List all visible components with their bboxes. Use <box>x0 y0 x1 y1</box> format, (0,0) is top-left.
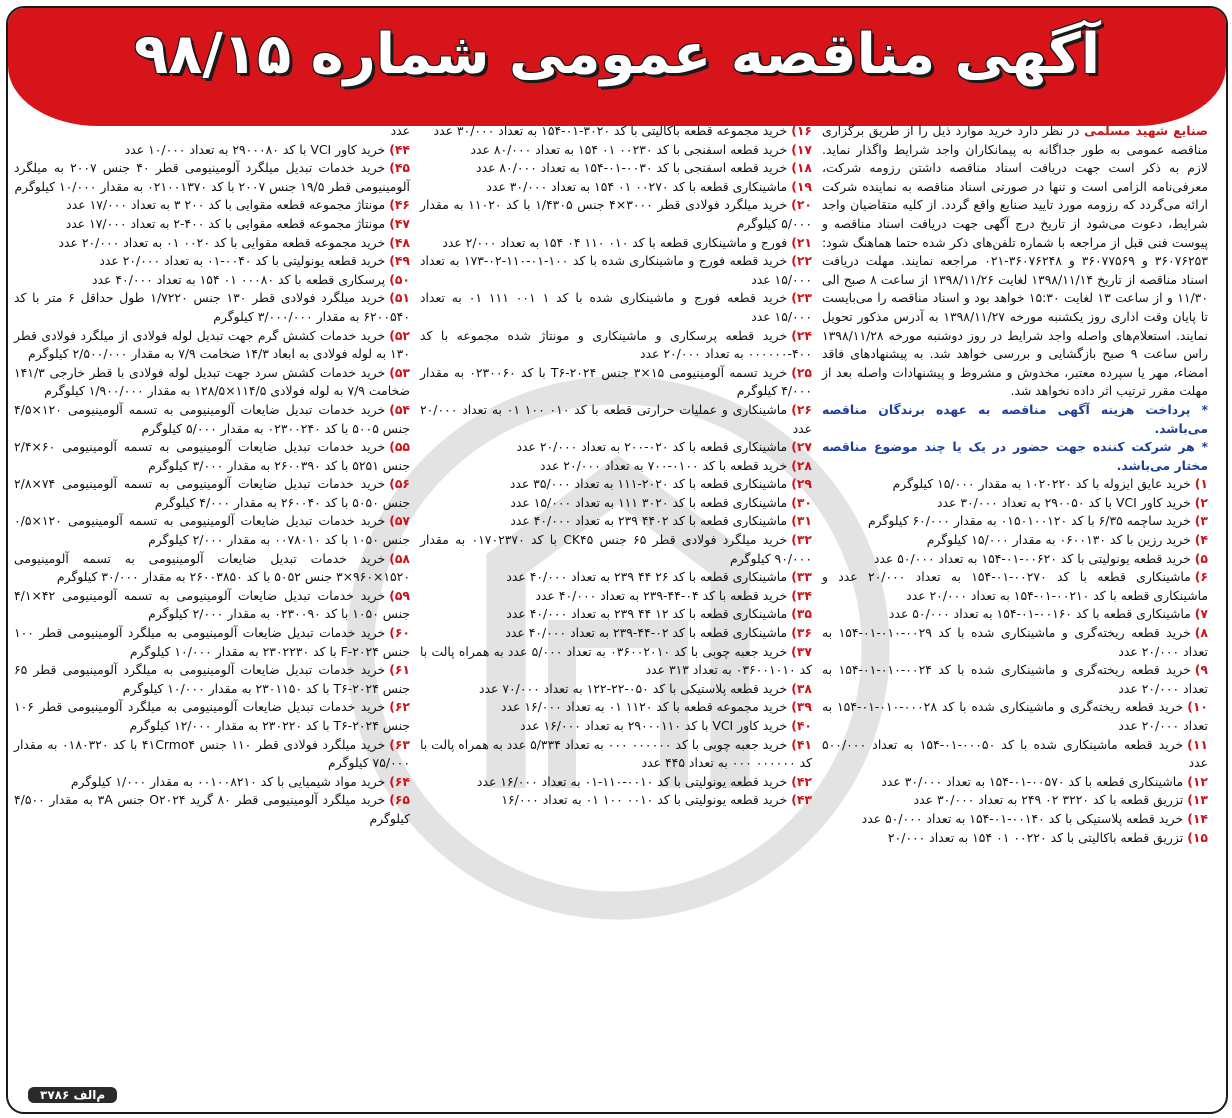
tender-item <box>822 624 1208 661</box>
tender-item <box>14 773 410 792</box>
item-number: ۶۰) <box>389 625 410 641</box>
item-text: خرید میلگرد فولادی قطر ۳۰۰۰×۴ جنس ۱/۴۳۰۵ با کد ۱۱۰۲۰ به مقدار ۵/۰۰۰ کیلوگرم <box>420 197 812 231</box>
item-number: ۱۴) <box>1187 810 1208 826</box>
item-text: خرید خدمات تبدیل ضایعات آلومینیومی به تسمه آلومینیومی ۷۴×۲/۸ جنس ۵۰۵۰ با کد ۲۶۰۰۴۰ به مقدار ۴/۰۰۰ کیلوگرم <box>14 476 410 510</box>
item-text: ماشینکاری قطعه با کد ۴۴۰۲ ۲۳۹ به تعداد ۴۰/۰۰۰ عدد <box>510 513 788 529</box>
item-text: خرید خدمات کشش سرد جهت تبدیل لوله فولادی با قطر خارجی ۱۴۱/۳ ضخامت ۷/۹ به لوله فولادی ۱۱۴/۵×۱۲۸/۵ به مقدار ۱/۹۰۰/۰۰۰ کیلوگرم <box>14 364 410 399</box>
item-text: خرید قطعه پلاستیکی با کد ۰۰۱۴۰-۰۱-۱۵۴ به تعداد ۵۰/۰۰۰ عدد <box>861 810 1184 826</box>
tender-item <box>420 475 812 494</box>
tender-item <box>14 624 410 661</box>
tender-item <box>14 512 410 549</box>
item-number: ۴۹) <box>389 253 410 269</box>
tender-item <box>822 661 1208 698</box>
item-text: خرید مجموعه قطعه مقوایی با کد ۰۰۲۰ ۰۱ به تعداد ۲۰/۰۰۰ عدد <box>58 234 386 250</box>
item-number: ۲۴) <box>791 327 812 343</box>
item-text: فورج و ماشینکاری قطعه با کد ۰۱۰ ۱۱۰ ۰۴ ۱۵۴ به تعداد ۲/۰۰۰ عدد <box>442 234 788 250</box>
tender-item <box>822 698 1208 735</box>
item-number: ۶۴) <box>389 773 410 789</box>
item-text: خرید عایق ایزوله با کد ۱۰۲۰۲۲۰ به مقدار ۱۵/۰۰۰ کیلوگرم <box>892 476 1191 492</box>
tender-item <box>14 122 410 141</box>
tender-item <box>14 587 410 624</box>
item-number: ۳۱) <box>791 513 812 529</box>
item-number: ۳۷) <box>791 643 812 659</box>
tender-item <box>14 736 410 773</box>
tender-item <box>420 717 812 736</box>
item-text: خرید مجموعه قطعه باکالیتی با کد ۳۰۲۰-۰۱-۱۵۴ به تعداد ۳۰/۰۰۰ عدد <box>433 123 788 138</box>
tender-item <box>14 475 410 512</box>
item-text: خرید تسمه آلومینیومی ۱۵×۳ جنس T۶-۲۰۲۴ با کد ۰۲۳۰۰۶۰ به مقدار ۴/۰۰۰ کیلوگرم <box>420 364 812 399</box>
item-text: خرید خدمات کشش گرم جهت تبدیل لوله فولادی از میلگرد فولادی قطر ۱۳۰ به لوله فولادی به ابعاد ۱۴/۳ ضخامت ۷/۹ به مقدار ۲/۵۰۰/۰۰۰ کیلوگرم <box>14 327 410 362</box>
tender-item <box>420 494 812 513</box>
column-1 <box>822 122 1208 847</box>
item-number: ۴۴) <box>389 141 410 157</box>
item-text: خرید خدمات تبدیل ضایعات آلومینیومی به تسمه آلومینیومی ۱۲۰×۴/۵ جنس ۵۰۰۵ با کد ۰۲۳۰۰۲۴۰ به مقدار ۵/۰۰۰ کیلوگرم <box>14 401 410 436</box>
item-number: ۶۳) <box>389 736 410 752</box>
item-number: ۱۶) <box>791 123 812 138</box>
item-text: خرید خدمات تبدیل ضایعات آلومینیومی به تسمه آلومینیومی ۶۰×۲/۴ جنس ۵۲۵۱ با کد ۲۶۰۰۳۹۰ به مقدار ۳/۰۰۰ کیلوگرم <box>14 439 410 473</box>
item-text: ماشینکاری قطعه با کد ۰۲۰-۲۰۰ به تعداد ۲۰/۰۰۰ عدد <box>516 439 788 455</box>
tender-item <box>14 438 410 475</box>
tender-item <box>420 568 812 587</box>
item-text: خرید قطعه یونولیتی با کد ۰۰۱۰ ۱۰۰ ۰۱ به تعداد ۱۶/۰۰۰ <box>501 792 788 808</box>
item-text: عدد <box>390 123 410 138</box>
tender-item <box>14 661 410 698</box>
tender-item <box>420 512 812 531</box>
tender-item <box>822 773 1208 792</box>
items-list-3 <box>14 122 410 829</box>
item-number: ۵۳) <box>389 364 410 380</box>
tender-item <box>822 829 1208 848</box>
item-number: ۶) <box>1194 569 1208 585</box>
tender-item <box>420 401 812 438</box>
item-number: ۲۳) <box>791 290 812 306</box>
item-number: ۲۰) <box>791 197 812 213</box>
item-text: تزریق قطعه باکالیتی با کد ۰۰۲۲۰ ۰۱ ۱۵۴ به تعداد ۲۰/۰۰۰ <box>887 829 1184 845</box>
item-text: خرید خدمات تبدیل ضایعات آلومینیومی به میلگرد آلومینیومی قطر ۱۰۶ جنس T۶-۲۰۲۴ با کد ۲۳۰۲۲۰ به مقدار ۱۲/۰۰۰ کیلوگرم <box>14 699 410 733</box>
item-number: ۴۲) <box>791 773 812 789</box>
item-text: ماشینکاری قطعه با کد ۲۶ ۴۴ ۲۳۹ به تعداد ۴۰/۰۰۰ عدد <box>506 569 788 585</box>
item-text: خرید کاور VCI با کد ۲۹۰۰۰۱۱۰ به تعداد ۱۶/۰۰۰ عدد <box>520 718 788 733</box>
tender-item <box>14 791 410 828</box>
tender-item <box>822 531 1208 550</box>
tender-item <box>420 327 812 364</box>
item-number: ۳۳) <box>791 569 812 585</box>
item-number: ۲۹) <box>791 476 812 492</box>
item-number: ۲۸) <box>791 457 812 473</box>
item-text: خرید جعبه چوبی با کد ۰۰۰۰۰۰ ۰۰۰ به تعداد ۵/۳۳۴ عدد به همراه پالت با کد ۰۰۰۰۰۰ ۰۰۰ به تعداد ۴۴۵ عدد <box>420 736 812 771</box>
item-number: ۴۰) <box>791 718 812 733</box>
tender-item <box>14 252 410 271</box>
item-text: خرید کاور VCI با کد ۲۹۰۰۰۸۰ به تعداد ۱۰/۰۰۰ عدد <box>124 141 386 157</box>
item-text: ماشینکاری قطعه با کد ۲۰۲۰-۱۱۱ به تعداد ۳۵/۰۰۰ عدد <box>509 476 788 492</box>
tender-item <box>420 587 812 606</box>
item-number: ۵۷) <box>389 513 410 529</box>
tender-item <box>420 680 812 699</box>
item-text: خرید میلگرد فولادی قطر ۱۱۰ جنس ۴۱Crmo۴ با کد ۰۱۸۰۳۲۰ به مقدار ۷۵/۰۰۰ کیلوگرم <box>14 736 410 771</box>
item-text: خرید خدمات تبدیل ضایعات آلومینیومی به تسمه آلومینیومی ۱۲۰×۰/۵ جنس ۱۰۵۰ با کد ۰۰۷۸۰۱۰ به مقدار ۲/۰۰۰ کیلوگرم <box>14 513 410 548</box>
tender-item <box>420 159 812 178</box>
item-number: ۱۵) <box>1187 829 1208 845</box>
item-number: ۲۲) <box>791 253 813 269</box>
item-number: ۲۷) <box>791 439 812 455</box>
column-2 <box>420 122 812 810</box>
item-number: ۲۱) <box>791 234 812 250</box>
tender-item <box>14 215 410 234</box>
tender-item <box>822 494 1208 513</box>
item-text: ماشینکاری قطعه با کد ۰۰۲۷۰-۰۱-۱۵۴ به تعداد ۲۰/۰۰۰ عدد و ماشینکاری قطعه با کد ۰۰۲۱۰-۰۱-۱۵۴ به تعداد ۲۰/۰۰۰ عدد <box>822 569 1208 603</box>
item-number: ۵۴) <box>389 401 410 417</box>
item-text: خرید قطعه اسفنجی با کد ۰۰۳۰-۰۱-۱۵۴ به تعداد ۸۰/۰۰۰ عدد <box>476 160 788 176</box>
item-number: ۶۵) <box>389 792 410 808</box>
item-number: ۵۹) <box>389 587 410 603</box>
item-number: ۵۸) <box>389 550 410 566</box>
tender-item <box>420 141 812 160</box>
tender-item <box>420 178 812 197</box>
item-text: خرید خدمات تبدیل ضایعات آلومینیومی به میلگرد آلومینیومی قطر ۱۰۰ جنس F-۲۰۲۴ با کد ۲۳۰۲۲۳۰ به مقدار ۱۰/۰۰۰ کیلوگرم <box>14 625 410 659</box>
item-text: مونتاژ مجموعه قطعه مقوایی با کد ۲۰۰ ۳ به تعداد ۱۷/۰۰۰ عدد <box>66 197 386 213</box>
items-list-2 <box>420 122 812 810</box>
item-text: خرید جعبه چوبی با کد ۰۳۶۰۰۲۰۱۰ به تعداد ۵/۰۰۰ عدد به همراه پالت با کد ۰۳۶۰۰۱۰۱۰ به تعداد ۳۱۳ عدد <box>420 643 812 678</box>
note-1: * پرداخت هزینه آگهی مناقصه به عهده برندگان مناقصه می‌باشد. <box>822 401 1208 436</box>
tender-item <box>420 196 812 233</box>
tender-item <box>822 550 1208 569</box>
item-number: ۲) <box>1194 494 1208 510</box>
item-number: ۵۶) <box>389 476 410 492</box>
item-number: ۱۷) <box>791 141 812 157</box>
item-text: خرید قطعه ریخته‌گری و ماشینکاری شده با کد ۰۰۲۹-۰۱۰-۰۱-۱۵۴ به تعداد ۲۰/۰۰۰ عدد <box>822 625 1208 659</box>
item-text: خرید قطعه با کد ۰۱۰۰-۷۰۰ به تعداد ۲۰/۰۰۰ عدد <box>539 457 788 473</box>
item-text: خرید مجموعه قطعه با کد ۱۱۲۰ ۰۱ به تعداد ۱۶/۰۰۰ عدد <box>500 699 788 715</box>
tender-item <box>420 605 812 624</box>
item-number: ۵۱) <box>389 290 410 306</box>
item-number: ۳) <box>1194 513 1208 529</box>
item-number: ۷) <box>1194 606 1208 622</box>
item-number: ۳۸) <box>791 680 812 696</box>
item-text: خرید قطعه یونولیتی با کد ۰۰۴۰-۰۱ به تعداد ۲۰/۰۰۰ عدد <box>99 253 386 269</box>
item-number: ۲۵) <box>791 364 812 380</box>
company-name: صنایع شهید مسلمی <box>1084 123 1208 138</box>
item-number: ۹) <box>1194 662 1208 678</box>
tender-item <box>420 252 812 289</box>
item-text: پرسکاری قطعه با کد ۰۰۰۸۰ ۰۱ ۱۵۴ به تعداد ۴۰/۰۰۰ عدد <box>92 271 386 287</box>
item-text: خرید میلگرد فولادی قطر ۱۳۰ جنس ۱/۷۲۲۰ طول حداقل ۶ متر با کد ۶۲۰۰۵۴۰ به مقدار ۳/۰۰۰/۰۰۰ کیلوگرم <box>14 290 410 324</box>
tender-item <box>822 568 1208 605</box>
item-number: ۱۳) <box>1187 792 1208 808</box>
item-number: ۶۱) <box>389 662 410 678</box>
item-number: ۵۰) <box>389 271 410 287</box>
item-text: ماشینکاری قطعه با کد ۰۰۱۶۰-۰۱-۱۵۴ به تعداد ۵۰/۰۰۰ عدد <box>888 606 1191 622</box>
item-text: خرید میلگرد فولادی قطر ۶۵ جنس CK۴۵ با کد ۰۱۷۰۲۳۷۰ به مقدار ۹۰/۰۰۰ کیلوگرم <box>420 532 812 566</box>
item-number: ۵) <box>1194 550 1208 566</box>
tender-item <box>14 698 410 735</box>
item-text: خرید قطعه یونولیتی با کد ۰۰۶۲۰-۰۱-۱۵۴ به تعداد ۵۰/۰۰۰ عدد <box>873 550 1191 566</box>
intro-paragraph <box>822 122 1208 401</box>
item-number: ۴۸) <box>389 234 410 250</box>
item-text: ماشینکاری قطعه با کد ۰۰۲۷۰ ۰۱ ۱۵۴ به تعداد ۳۰/۰۰۰ عدد <box>486 178 788 194</box>
tender-item <box>420 438 812 457</box>
tender-item <box>14 234 410 253</box>
tender-item <box>420 364 812 401</box>
item-text: خرید قطعه ریخته‌گری و ماشینکاری شده با کد ۰۰۰۲۸-۰۱۰-۰۱-۱۵۴ به تعداد ۲۰/۰۰۰ عدد <box>822 699 1208 733</box>
tender-item <box>14 196 410 215</box>
item-text: خرید قطعه اسفنجی با کد ۰۰۲۳۰ ۰۱ ۱۵۴ به تعداد ۸۰/۰۰۰ عدد <box>470 141 788 157</box>
tender-item <box>822 810 1208 829</box>
tender-item <box>420 736 812 773</box>
tender-item <box>14 364 410 401</box>
tender-item <box>14 141 410 160</box>
item-text: خرید قطعه پرسکاری و ماشینکاری و مونتاژ شده مجموعه با کد ۴۰۰-۰۰۰۰۰۰ به تعداد ۲۰/۰۰۰ عدد <box>420 327 812 362</box>
item-number: ۳۰) <box>791 494 812 510</box>
tender-item <box>822 605 1208 624</box>
tender-item <box>14 327 410 364</box>
item-text: تزریق قطعه با کد ۳۲۲۰ ۰۲ ۲۴۹ به تعداد ۳۰/۰۰۰ عدد <box>913 792 1184 808</box>
item-text: خرید خدمات تبدیل ضایعات آلومینیومی به میلگرد آلومینیومی قطر ۶۵ جنس T۶-۲۰۲۴ با کد ۲۳۰۱۱۵۰ به مقدار ۱۰/۰۰۰ کیلوگرم <box>14 662 410 696</box>
item-number: ۱۲) <box>1187 773 1208 789</box>
item-text: خرید کاور VCI با کد ۲۹۰۰۵۰ به تعداد ۳۰/۰۰۰ عدد <box>936 494 1191 510</box>
note-2: * هر شرکت کننده جهت حضور در یک یا چند موضوع مناقصه مختار می‌باشد. <box>822 439 1208 473</box>
item-number: ۶۲) <box>389 699 410 715</box>
tender-item <box>420 122 812 141</box>
tender-item <box>420 773 812 792</box>
item-number: ۴۶) <box>389 197 410 213</box>
item-text: خرید قطعه با کد ۰۴-۴۴-۲۳۹ به تعداد ۴۰/۰۰۰ عدد <box>535 587 788 603</box>
item-number: ۳۲) <box>791 532 812 548</box>
item-text: خرید قطعه ماشینکاری شده با کد ۰۰۰۵۰-۰۱-۱۵۴ به تعداد ۵۰۰/۰۰۰ عدد <box>822 736 1208 771</box>
item-number: ۴۷) <box>389 215 410 231</box>
item-text: خرید قطعه یونولیتی با کد ۰۰۱۰-۱۱۰-۰۱ به تعداد ۱۶/۰۰۰ عدد <box>476 773 788 789</box>
item-text: خرید خدمات تبدیل ضایعات آلومینیومی به تسمه آلومینیومی ۱۵۲۰×۹۶۰×۳ جنس ۵۰۵۲ با کد ۲۶۰۰۳۸۵۰ به مقدار ۳۰/۰۰۰ کیلوگرم <box>14 550 410 585</box>
item-number: ۳۵) <box>791 606 812 622</box>
item-text: خرید قطعه فورج و ماشینکاری شده با کد ۱۰۰-۰۱-۱۱۰-۰۲-۱۷۳ به تعداد ۱۵/۰۰۰ عدد <box>420 253 812 287</box>
item-text: ماشینکاری قطعه با کد ۱۲ ۴۴ ۲۳۹ به تعداد ۴۰/۰۰۰ عدد <box>506 606 788 622</box>
item-text: خرید رزین با کد ۰۶۰۰۱۳۰ به مقدار ۱۵/۰۰۰ کیلوگرم <box>926 532 1191 548</box>
item-text: ماشینکاری قطعه با کد ۰۰۵۷۰-۰۱-۱۵۴ به تعداد ۳۰/۰۰۰ عدد <box>881 773 1184 789</box>
tender-item <box>14 289 410 326</box>
item-number: ۳۹) <box>791 699 812 715</box>
page-title: آگهی مناقصه عمومی شماره ۹۸/۱۵ <box>133 22 1101 87</box>
items-list-1 <box>822 475 1208 847</box>
tender-item <box>420 289 812 326</box>
item-number: ۴) <box>1194 532 1208 548</box>
tender-item <box>822 791 1208 810</box>
item-number: ۴۵) <box>389 160 410 176</box>
item-text: ماشینکاری و عملیات حرارتی قطعه با کد ۰۱۰ ۱۰۰ ۰۱ به تعداد ۲۰/۰۰۰ عدد <box>420 401 812 436</box>
footer-code-badge: م‌الف ۳۷۸۶ <box>28 1087 117 1103</box>
item-text: ماشینکاری قطعه با کد ۳۰۲۰ ۱۱۱ به تعداد ۱۵/۰۰۰ عدد <box>510 494 788 510</box>
tender-item <box>420 531 812 568</box>
item-text: خرید قطعه ریخته‌گری و ماشینکاری شده با کد ۰۰۲۴-۰۱۰-۰۱-۱۵۴ به تعداد ۲۰/۰۰۰ عدد <box>822 662 1208 696</box>
tender-item <box>14 550 410 587</box>
tender-item <box>822 512 1208 531</box>
item-number: ۸) <box>1194 625 1208 641</box>
intro-text: در نظر دارد خرید موارد ذیل را از طریق برگزاری مناقصه عمومی به طور جداگانه به پیمانکاران واجد شرایط واگذار نماید. لازم به ذکر است جهت دریافت اسناد مناقصه داشتن رزومه شرکت، معرفی‌نامه الزامی است و تنها در صورتی اسناد مناقصه به نماینده شرکت ارائه می‌گردد که رزومه مورد تایید صنایع واقع گردد. از کلیه متقاضیان واجد شرایط، دعوت می‌شود از تاریخ درج آگهی جهت دریافت اسناد مناقصه و پیوست فنی قبل از مراجعه با شماره تلفن‌های ذکر شده حتما هماهنگ شود: ۳۶۰۷۶۲۵۳ و ۳۶۰۷۷۵۶۹ و ۳۶۰۷۶۲۴۸-۰۲۱ مراجعه نمایند. مهلت دریافت اسناد مناقصه از تاریخ ۱۳۹۸/۱۱/۱۴ لغایت ۱۳۹۸/۱۱/۲۶ از ساعت ۸ صبح الی ۱۱/۳۰ و از ساعت ۱۳ لغایت ۱۵:۳۰ خواهد بود و اسناد مناقصه را می‌بایست تا پایان وقت اداری روز یکشنبه مورخه ۱۳۹۸/۱۱/۲۷ به آدرس مذکور تحویل نمایند. استعلام‌های واصله واجد شرایط در روز دوشنبه مورخه ۱۳۹۸/۱۱/۲۸ راس ساعت ۹ صبح بازگشایی و بررسی خواهد شد. به پیشنهادهای فاقد امضاء، مهر یا سپرده معتبر، مخدوش و مشروط و پیشنهادات واصله بعد از مهلت مقرر ترتیب اثر داده نخواهد شد. <box>822 123 1208 399</box>
item-number: ۱۰) <box>1187 699 1208 715</box>
item-number: ۳۶) <box>791 625 812 641</box>
item-text: خرید قطعه فورج و ماشینکاری شده با کد ۱ ۰۰۱ ۱۱۱ ۰۱ به تعداد ۱۵/۰۰۰ عدد <box>420 290 812 324</box>
tender-item <box>14 159 410 196</box>
tender-item <box>14 401 410 438</box>
item-text: خرید خدمات تبدیل ضایعات آلومینیومی به تسمه آلومینیومی ۴۲×۴/۱ جنس ۱۰۵۰ با کد ۰۲۳۰۰۹۰ به مقدار ۲/۰۰۰ کیلوگرم <box>14 587 410 622</box>
item-text: خرید خدمات تبدیل میلگرد آلومینیومی قطر ۴۰ جنس ۲۰۰۷ به میلگرد آلومینیومی قطر ۱۹/۵ جنس ۲۰۰۷ با کد ۰۲۱۰۰۱۳۷۰ به مقدار ۱۰/۰۰۰ کیلوگرم <box>14 160 410 194</box>
tender-item <box>420 791 812 810</box>
item-number: ۵۵) <box>389 439 410 455</box>
item-number: ۴۱) <box>791 736 812 752</box>
item-number: ۳۴) <box>791 587 812 603</box>
tender-item <box>420 234 812 253</box>
item-text: مونتاژ مجموعه قطعه مقوایی با کد ۴۰۰-۲ به تعداد ۱۷/۰۰۰ عدد <box>65 215 386 231</box>
tender-item <box>822 736 1208 773</box>
item-number: ۵۲) <box>389 327 410 343</box>
tender-item <box>420 457 812 476</box>
item-number: ۲۶) <box>791 401 812 417</box>
tender-item <box>420 643 812 680</box>
item-number: ۱۸) <box>791 160 812 176</box>
tender-item <box>420 698 812 717</box>
item-text: ماشینکاری قطعه با کد ۰۲-۴۴-۲۳۹ به تعداد ۴۰/۰۰۰ عدد <box>505 625 788 641</box>
tender-item <box>822 475 1208 494</box>
column-3 <box>14 122 410 829</box>
item-number: ۱۱) <box>1187 736 1208 752</box>
item-text: خرید ساچمه ۶/۳۵ با کد ۰۱۵۰۱۰۰۱۲۰ به مقدار ۶۰/۰۰۰ کیلوگرم <box>867 513 1191 529</box>
item-number: ۱) <box>1194 476 1208 492</box>
item-number: ۱۹) <box>791 178 812 194</box>
item-text: خرید قطعه پلاستیکی با کد ۰۵۰-۲۲-۱۲۲ به تعداد ۷۰/۰۰۰ عدد <box>478 680 788 696</box>
item-number: ۴۳) <box>791 792 812 808</box>
item-text: خرید مواد شیمیایی با کد ۰۰۱۰۰۸۲۱۰ به مقدار ۱/۰۰۰ کیلوگرم <box>70 773 386 789</box>
tender-item <box>14 271 410 290</box>
title-banner <box>8 8 1226 126</box>
item-text: خرید میلگرد آلومینیومی قطر ۸۰ گرید O۲۰۲۴ جنس ۳A به مقدار ۴/۵۰۰ کیلوگرم <box>14 792 410 826</box>
tender-item <box>420 624 812 643</box>
